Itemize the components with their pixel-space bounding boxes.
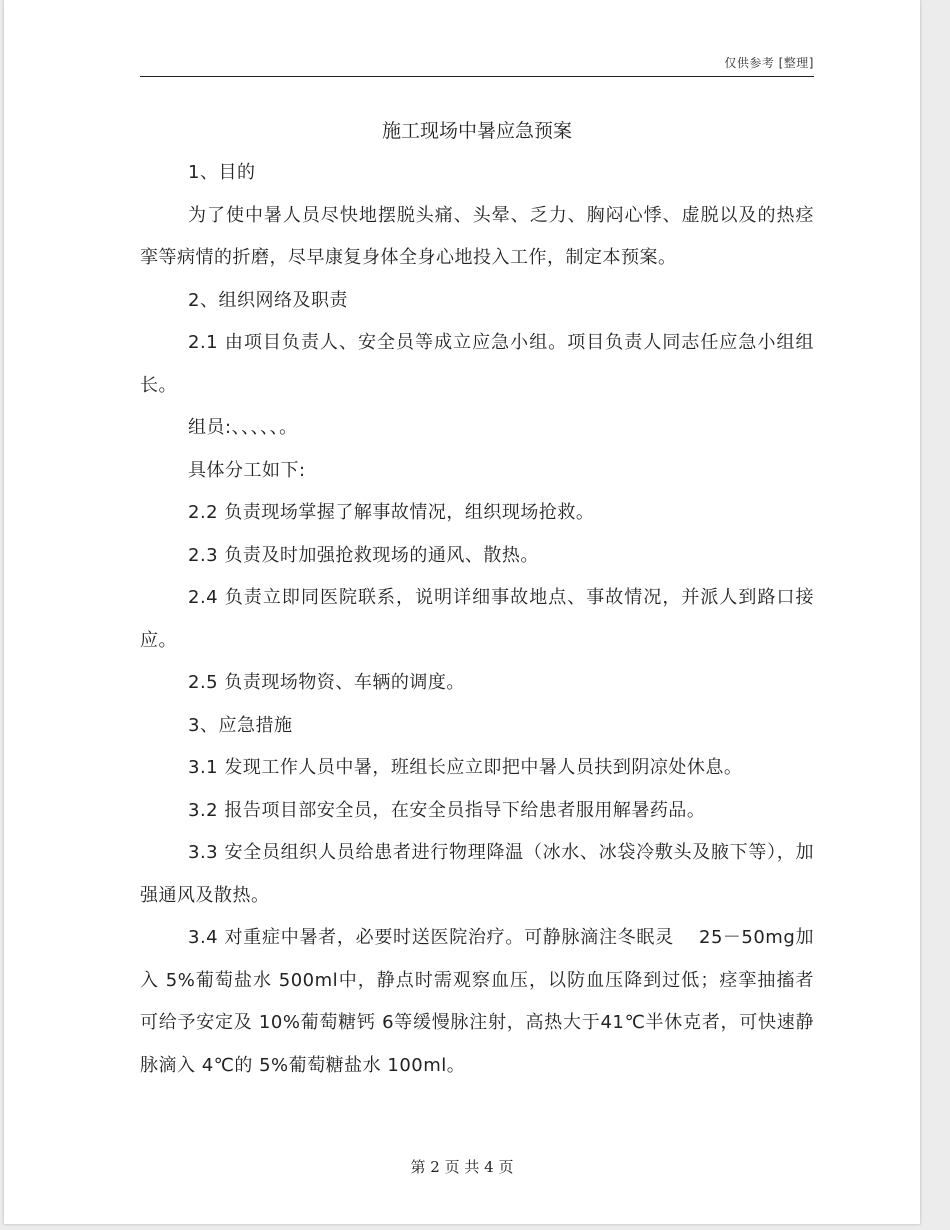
page-footer: 第 2 页 共 4 页 <box>410 1158 514 1176</box>
section-heading-organization: 2、组织网络及职责 <box>188 289 348 311</box>
paragraph-2-3: 2.3 负责及时加强抢救现场的通风、散热。 <box>188 544 539 566</box>
section-heading-measures: 3、应急措施 <box>188 714 293 736</box>
paragraph-2-5: 2.5 负责现场物资、车辆的调度。 <box>188 672 465 693</box>
paragraph-3-3: 3.3 安全员组织人员给患者进行物理降温（冰水、冰袋冷敷头及腋下等），加强通风及散热。 <box>140 842 814 906</box>
paragraph-3-4: 3.4 对重症中暑者，必要时送医院治疗。可静脉滴注冬眠灵 25－50mg加入 5%葡萄盐水 500ml中，静点时需观察血压，以防血压降到过低；痉挛抽搐者可给予安定及 10%葡萄糖钙 6等缓慢脉注射，高热大于41℃半休克者，可快速静脉滴入 4℃的 5%葡萄糖盐水 100ml。 <box>140 927 814 1076</box>
paragraph-purpose: 为了使中暑人员尽快地摆脱头痛、头晕、乏力、胸闷心悸、虚脱以及的热痉挛等病情的折磨，尽早康复身体全身心地投入工作，制定本预案。 <box>140 204 814 268</box>
header-text: 仅供参考 [整理] <box>724 56 814 70</box>
document-title: 施工现场中暑应急预案 <box>381 120 572 142</box>
paragraph-division: 具体分工如下: <box>188 459 306 481</box>
paragraph-members: 组员:、、、、、。 <box>188 417 298 438</box>
page-header <box>140 54 814 77</box>
document-page <box>4 0 920 1224</box>
paragraph-2-2: 2.2 负责现场掌握了解事故情况，组织现场抢救。 <box>188 502 595 523</box>
section-heading-purpose: 1、目的 <box>188 162 256 183</box>
document-body <box>140 110 814 1087</box>
paragraph-2-4: 2.4 负责立即同医院联系，说明详细事故地点、事故情况，并派人到路口接应。 <box>140 587 814 651</box>
paragraph-3-2: 3.2 报告项目部安全员，在安全员指导下给患者服用解暑药品。 <box>188 799 706 821</box>
paragraph-3-1: 3.1 发现工作人员中暑，班组长应立即把中暑人员扶到阴凉处休息。 <box>188 757 743 778</box>
paragraph-2-1: 2.1 由项目负责人、安全员等成立应急小组。项目负责人同志任应急小组组长。 <box>140 332 814 396</box>
